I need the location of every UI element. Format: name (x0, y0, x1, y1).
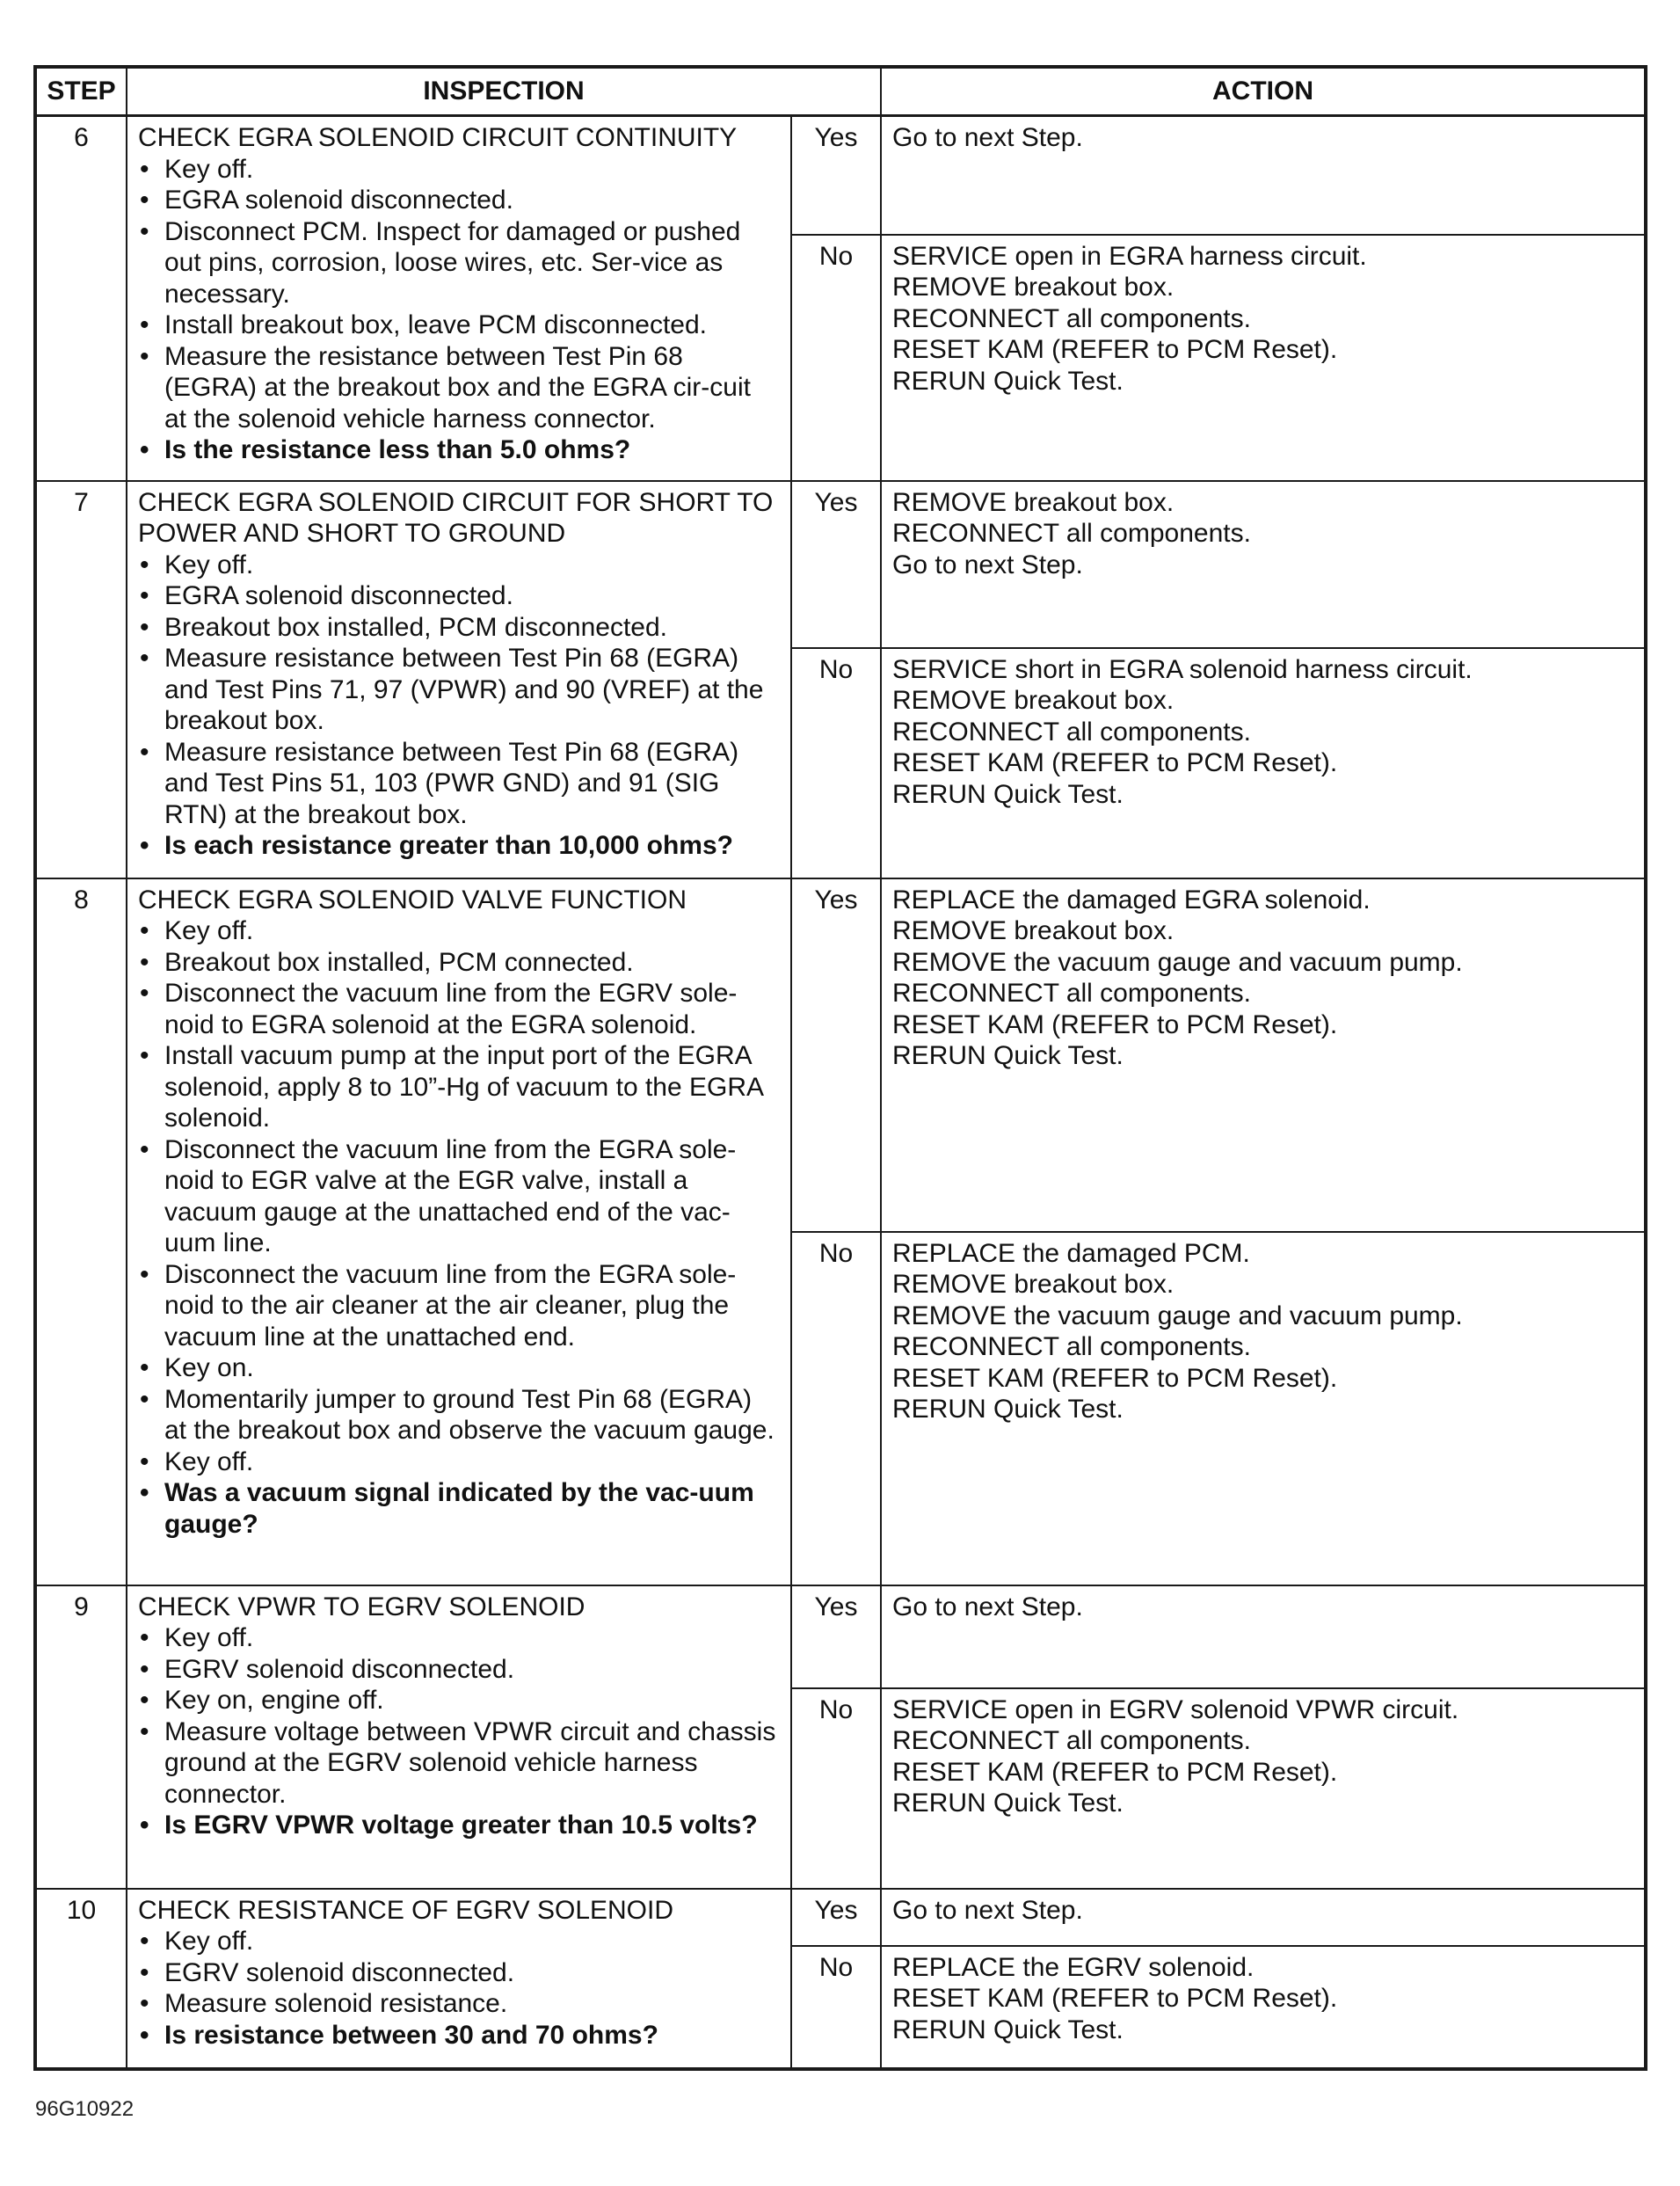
inspection-bullet: • Key off. (138, 1446, 780, 1478)
yes-action-cell (881, 1585, 1646, 1688)
action-line: REMOVE the vacuum gauge and vacuum pump. (892, 1301, 1463, 1330)
inspection-bullet: • Measure voltage between VPWR circuit and chassis ground at the EGRV solenoid vehicle harness connector. (138, 1716, 780, 1811)
action-line: RESET KAM (REFER to PCM Reset). (892, 748, 1338, 777)
step-number: 6 (35, 116, 127, 481)
header-step: STEP (35, 67, 127, 116)
action-line: SERVICE open in EGRA harness circuit. (892, 241, 1367, 271)
yes-label: Yes (791, 1585, 881, 1688)
no-action-cell (881, 648, 1646, 878)
yes-label: Yes (791, 1889, 881, 1946)
inspection-bullet: • Breakout box installed, PCM disconnected. (138, 612, 780, 644)
inspection-bullet: • Breakout box installed, PCM connected. (138, 947, 780, 979)
inspection-question: • Is each resistance greater than 10,000 ohms? (138, 830, 780, 862)
inspection-bullet: • EGRV solenoid disconnected. (138, 1654, 780, 1686)
action-line: REMOVE breakout box. (892, 487, 1175, 517)
action-line: RESET KAM (REFER to PCM Reset). (892, 335, 1338, 364)
inspection-bullet: • Key off. (138, 1926, 780, 1957)
inspection-question: • Is EGRV VPWR voltage greater than 10.5 volts? (138, 1810, 780, 1841)
no-label: No (791, 648, 881, 878)
inspection-title: CHECK EGRA SOLENOID VALVE FUNCTION (138, 885, 687, 914)
no-action-cell (881, 235, 1646, 481)
action-line: REMOVE breakout box. (892, 686, 1175, 715)
diagnostic-table (33, 65, 1647, 2071)
inspection-bullet: • Disconnect PCM. Inspect for damaged or pushed out pins, corrosion, loose wires, etc. Ser-vice as necessary. (138, 216, 780, 310)
inspection-title: CHECK EGRA SOLENOID CIRCUIT CONTINUITY (138, 123, 738, 152)
inspection-title: CHECK VPWR TO EGRV SOLENOID (138, 1592, 585, 1621)
inspection-bullet: • Key on. (138, 1352, 780, 1384)
action-line: REMOVE breakout box. (892, 273, 1175, 302)
inspection-question: • Is the resistance less than 5.0 ohms? (138, 434, 780, 466)
action-line: RECONNECT all components. (892, 519, 1251, 548)
no-label: No (791, 1232, 881, 1585)
inspection-bullet: • Key off. (138, 550, 780, 581)
yes-label: Yes (791, 481, 881, 648)
inspection-bullet: • Key off. (138, 1622, 780, 1654)
step-row-yes (35, 878, 1646, 1232)
step-number: 8 (35, 878, 127, 1585)
inspection-bullet: • Key off. (138, 154, 780, 186)
action-line: RECONNECT all components. (892, 1332, 1251, 1361)
action-line: RERUN Quick Test. (892, 1041, 1124, 1070)
no-label: No (791, 235, 881, 481)
action-line: Go to next Step. (892, 123, 1083, 152)
step-row-yes (35, 481, 1646, 648)
action-line: RESET KAM (REFER to PCM Reset). (892, 1009, 1338, 1039)
inspection-bullet: • Install vacuum pump at the input port of the EGRA solenoid, apply 8 to 10”-Hg of vacuum to the EGRA solenoid. (138, 1040, 780, 1134)
yes-action-cell (881, 116, 1646, 235)
action-line: Go to next Step. (892, 1895, 1083, 1925)
inspection-bullet: • Disconnect the vacuum line from the EGRV sole-noid to EGRA solenoid at the EGRA solenoid. (138, 978, 780, 1040)
step-row-yes (35, 1889, 1646, 1946)
action-line: REPLACE the damaged EGRA solenoid. (892, 885, 1371, 914)
no-action-cell (881, 1232, 1646, 1585)
inspection-bullet: • Disconnect the vacuum line from the EGRA sole-noid to EGR valve at the EGR valve, install a vacuum gauge at the unattached end of the vac-uum line. (138, 1134, 780, 1259)
step-number: 7 (35, 481, 127, 878)
inspection-bullet: • Disconnect the vacuum line from the EGRA sole-noid to the air cleaner at the air cleaner, plug the vacuum line at the unattached end. (138, 1259, 780, 1353)
inspection-list (138, 1926, 780, 2051)
yes-action-cell (881, 878, 1646, 1232)
inspection-bullet: • Measure resistance between Test Pin 68 (EGRA) and Test Pins 71, 97 (VPWR) and 90 (VREF) at the breakout box. (138, 643, 780, 737)
no-action-cell (881, 1688, 1646, 1889)
action-line: SERVICE open in EGRV solenoid VPWR circuit. (892, 1694, 1459, 1724)
inspection-bullet: • Key on, engine off. (138, 1685, 780, 1716)
header-row (35, 67, 1646, 116)
action-line: RERUN Quick Test. (892, 1789, 1124, 1818)
action-line: RERUN Quick Test. (892, 2015, 1124, 2044)
action-line: REMOVE breakout box. (892, 916, 1175, 945)
no-label: No (791, 1688, 881, 1889)
action-line: RECONNECT all components. (892, 303, 1251, 333)
no-label: No (791, 1946, 881, 2069)
inspection-bullet: • EGRV solenoid disconnected. (138, 1957, 780, 1989)
inspection-cell (127, 878, 791, 1585)
inspection-cell (127, 1889, 791, 2069)
inspection-list (138, 154, 780, 466)
step-number: 9 (35, 1585, 127, 1889)
yes-label: Yes (791, 878, 881, 1232)
action-line: REMOVE breakout box. (892, 1270, 1175, 1299)
inspection-title: CHECK EGRA SOLENOID CIRCUIT FOR SHORT TO POWER AND SHORT TO GROUND (138, 487, 774, 548)
step-row-yes (35, 1585, 1646, 1688)
inspection-bullet: • Measure solenoid resistance. (138, 1988, 780, 2020)
action-line: RESET KAM (REFER to PCM Reset). (892, 1757, 1338, 1787)
inspection-list (138, 915, 780, 1540)
document-code: 96G10922 (35, 2097, 135, 2121)
header-inspection: INSPECTION (127, 67, 881, 116)
action-line: Go to next Step. (892, 1592, 1083, 1621)
action-line: REPLACE the damaged PCM. (892, 1238, 1250, 1268)
diagnostic-sheet (33, 65, 1644, 2071)
inspection-bullet: • Measure the resistance between Test Pin 68 (EGRA) at the breakout box and the EGRA cir-cuit at the solenoid vehicle harness connector. (138, 341, 780, 435)
inspection-bullet: • Key off. (138, 915, 780, 947)
inspection-bullet: • Momentarily jumper to ground Test Pin 68 (EGRA) at the breakout box and observe the vacuum gauge. (138, 1384, 780, 1446)
inspection-question: • Was a vacuum signal indicated by the vac-uum gauge? (138, 1477, 780, 1540)
inspection-title: CHECK RESISTANCE OF EGRV SOLENOID (138, 1895, 674, 1925)
inspection-list (138, 550, 780, 862)
step-number: 10 (35, 1889, 127, 2069)
action-line: RESET KAM (REFER to PCM Reset). (892, 1363, 1338, 1393)
header-action: ACTION (881, 67, 1646, 116)
action-line: Go to next Step. (892, 550, 1083, 579)
yes-action-cell (881, 1889, 1646, 1946)
yes-action-cell (881, 481, 1646, 648)
step-row-yes (35, 116, 1646, 235)
action-line: SERVICE short in EGRA solenoid harness circuit. (892, 654, 1473, 684)
inspection-bullet: • EGRA solenoid disconnected. (138, 185, 780, 216)
inspection-bullet: • Install breakout box, leave PCM disconnected. (138, 310, 780, 341)
action-line: RERUN Quick Test. (892, 779, 1124, 809)
inspection-question: • Is resistance between 30 and 70 ohms? (138, 2020, 780, 2051)
inspection-cell (127, 116, 791, 481)
action-line: RERUN Quick Test. (892, 366, 1124, 396)
action-line: REPLACE the EGRV solenoid. (892, 1952, 1255, 1982)
inspection-cell (127, 481, 791, 878)
action-line: RECONNECT all components. (892, 979, 1251, 1008)
inspection-bullet: • EGRA solenoid disconnected. (138, 580, 780, 612)
inspection-list (138, 1622, 780, 1841)
action-line: RECONNECT all components. (892, 1726, 1251, 1755)
action-line: RESET KAM (REFER to PCM Reset). (892, 1984, 1338, 2013)
no-action-cell (881, 1946, 1646, 2069)
action-line: REMOVE the vacuum gauge and vacuum pump. (892, 947, 1463, 977)
inspection-cell (127, 1585, 791, 1889)
action-line: RERUN Quick Test. (892, 1395, 1124, 1424)
yes-label: Yes (791, 116, 881, 235)
inspection-bullet: • Measure resistance between Test Pin 68 (EGRA) and Test Pins 51, 103 (PWR GND) and 91 (SIG RTN) at the breakout box. (138, 737, 780, 831)
action-line: RECONNECT all components. (892, 717, 1251, 747)
steps-body (35, 116, 1646, 2069)
